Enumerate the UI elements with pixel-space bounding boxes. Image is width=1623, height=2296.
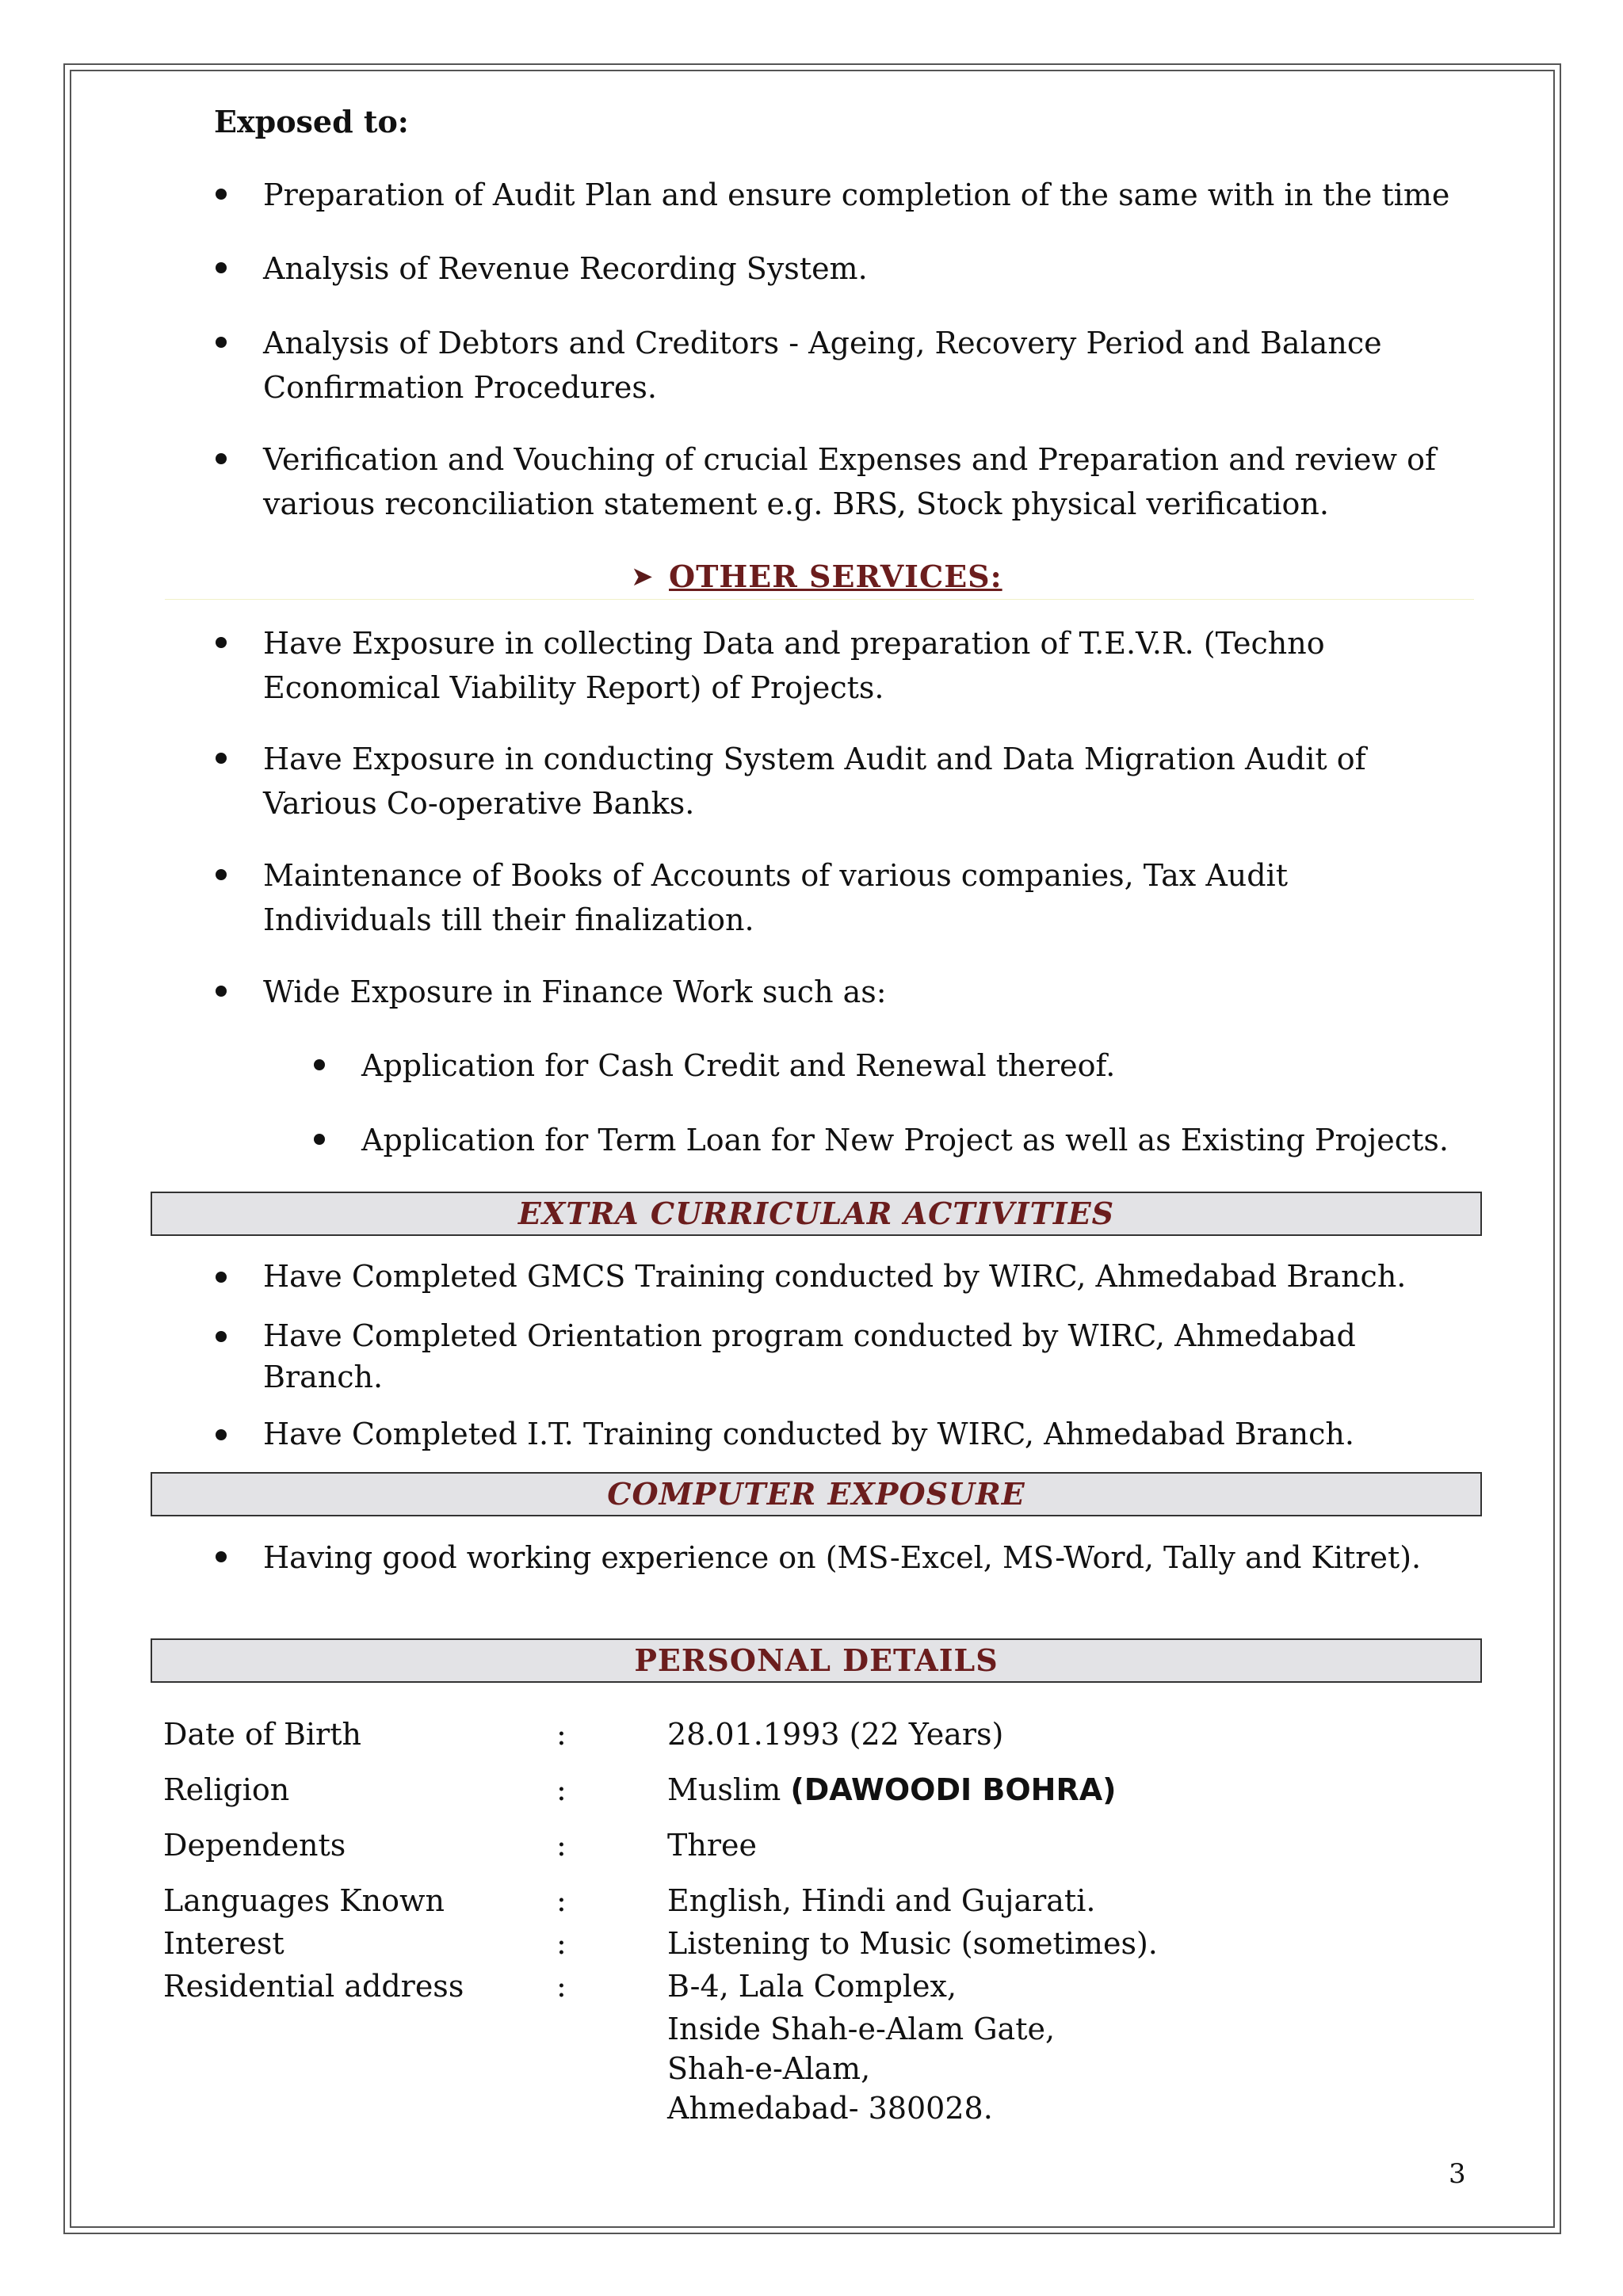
detail-colon: : (556, 1926, 567, 1961)
list-item-line: Have Exposure in conducting System Audit and Data Migration Audit of (263, 742, 1366, 776)
detail-value (667, 1770, 1116, 1810)
bullet-icon (216, 1331, 227, 1342)
list-item-line: Economical Viability Report) of Projects. (263, 670, 884, 705)
bullet-icon (216, 869, 227, 880)
other-services-heading (165, 555, 1474, 600)
exposed-heading: Exposed to: (214, 104, 409, 139)
extra-curricular-heading: EXTRA CURRICULAR ACTIVITIES (151, 1192, 1482, 1236)
bullet-icon (216, 986, 227, 997)
detail-colon: : (556, 1772, 567, 1807)
detail-label: Residential address (163, 1969, 464, 2004)
detail-colon: : (556, 1717, 567, 1752)
list-item-line: Analysis of Revenue Recording System. (263, 251, 868, 286)
detail-value-bold: (DAWOODI BOHRA) (790, 1772, 1117, 1807)
address-line: Ahmedabad- 380028. (667, 2091, 993, 2126)
computer-exposure-heading: COMPUTER EXPOSURE (151, 1472, 1482, 1516)
sub-list-item-text: Application for Term Loan for New Project as well as Existing Projects. (361, 1123, 1449, 1158)
bullet-icon (216, 753, 227, 764)
address-line: B-4, Lala Complex, (667, 1969, 957, 2004)
bullet-icon (216, 189, 227, 200)
detail-label: Dependents (163, 1828, 346, 1863)
detail-value: Three (667, 1828, 757, 1863)
bullet-icon (216, 1551, 227, 1562)
list-item-line: Various Co-operative Banks. (263, 786, 695, 821)
detail-label: Date of Birth (163, 1717, 361, 1752)
bullet-icon (314, 1059, 325, 1070)
bullet-icon (314, 1134, 325, 1145)
list-item-line: Branch. (263, 1360, 384, 1394)
list-item-line: various reconciliation statement e.g. BRS, Stock physical verification. (263, 486, 1329, 521)
list-item-line: Have Completed GMCS Training conducted by WIRC, Ahmedabad Branch. (263, 1259, 1407, 1294)
detail-value: Listening to Music (sometimes). (667, 1926, 1158, 1961)
list-item-line: Having good working experience on (MS-Excel, MS-Word, Tally and Kitret). (263, 1540, 1422, 1575)
address-line: Shah-e-Alam, (667, 2051, 871, 2086)
page-number: 3 (1449, 2158, 1466, 2190)
other-services-title: OTHER SERVICES: (669, 559, 1002, 594)
detail-colon: : (556, 1883, 567, 1918)
detail-value: English, Hindi and Gujarati. (667, 1883, 1096, 1918)
bullet-icon (216, 453, 227, 464)
personal-details-heading: PERSONAL DETAILS (151, 1638, 1482, 1683)
bullet-icon (216, 337, 227, 348)
bullet-icon (216, 262, 227, 273)
list-item-line: Have Exposure in collecting Data and preparation of T.E.V.R. (Techno (263, 626, 1325, 661)
list-item-line: Verification and Vouching of crucial Expenses and Preparation and review of (263, 442, 1437, 477)
detail-label: Languages Known (163, 1883, 445, 1918)
list-item-line: Preparation of Audit Plan and ensure completion of the same with in the time (263, 177, 1450, 212)
list-item-line: Maintenance of Books of Accounts of various companies, Tax Audit (263, 858, 1288, 893)
bullet-icon (216, 1429, 227, 1440)
detail-label: Religion (163, 1772, 290, 1807)
detail-label: Interest (163, 1926, 285, 1961)
bullet-icon (216, 1272, 227, 1283)
bullet-icon (216, 637, 227, 648)
list-item-line: Wide Exposure in Finance Work such as: (263, 974, 887, 1009)
detail-value: 28.01.1993 (22 Years) (667, 1717, 1004, 1752)
list-item-line: Have Completed Orientation program conducted by WIRC, Ahmedabad (263, 1318, 1356, 1353)
address-line: Inside Shah-e-Alam Gate, (667, 2012, 1056, 2046)
list-item-line: Confirmation Procedures. (263, 370, 657, 405)
arrowhead-bullet-icon: ➤ (631, 561, 654, 593)
sub-list-item-text: Application for Cash Credit and Renewal thereof. (361, 1048, 1116, 1083)
list-item-line: Have Completed I.T. Training conducted by WIRC, Ahmedabad Branch. (263, 1417, 1354, 1451)
list-item-line: Analysis of Debtors and Creditors - Ageing, Recovery Period and Balance (263, 326, 1382, 360)
detail-colon: : (556, 1969, 567, 2004)
detail-colon: : (556, 1828, 567, 1863)
list-item-line: Individuals till their finalization. (263, 902, 754, 937)
detail-value-text: Muslim (667, 1772, 781, 1807)
